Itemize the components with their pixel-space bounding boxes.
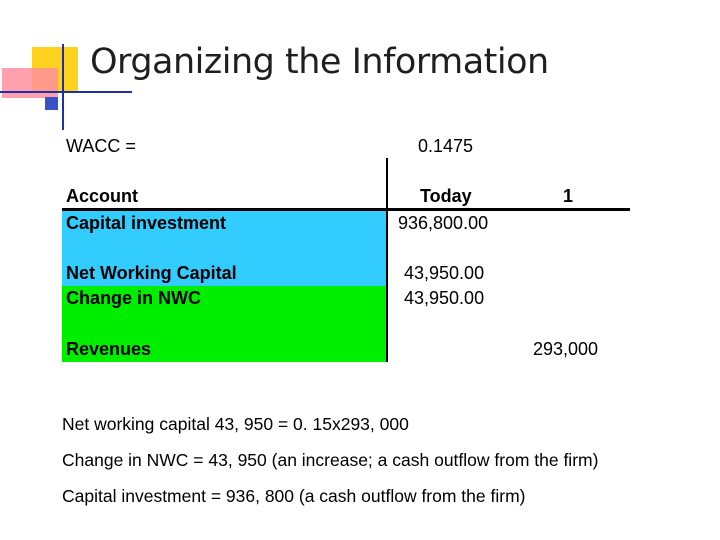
row-label: Net Working Capital [66,263,237,283]
note-line: Capital investment = 936, 800 (a cash outflow from the firm) [62,486,526,506]
column-divider [386,158,388,362]
row-label: Change in NWC [66,288,201,308]
header-underline [62,208,630,211]
row-label: Revenues [66,339,152,359]
row-year1: 293,000 [533,339,599,359]
note-line: Net working capital 43, 950 = 0. 15x293, 000 [62,414,409,434]
wacc-value: 0.1475 [418,136,474,156]
header-year1: 1 [563,186,574,206]
row-today: 43,950.00 [404,288,485,308]
slide-title: Organizing the Information [90,42,549,82]
row-today: 43,950.00 [404,263,485,283]
row-label: Capital investment [66,213,227,233]
header-today: Today [420,186,472,206]
wacc-label: WACC = [66,136,136,156]
row-today: 936,800.00 [398,213,489,233]
header-account: Account [66,186,138,206]
note-line: Change in NWC = 43, 950 (an increase; a cash outflow from the firm) [62,450,599,470]
